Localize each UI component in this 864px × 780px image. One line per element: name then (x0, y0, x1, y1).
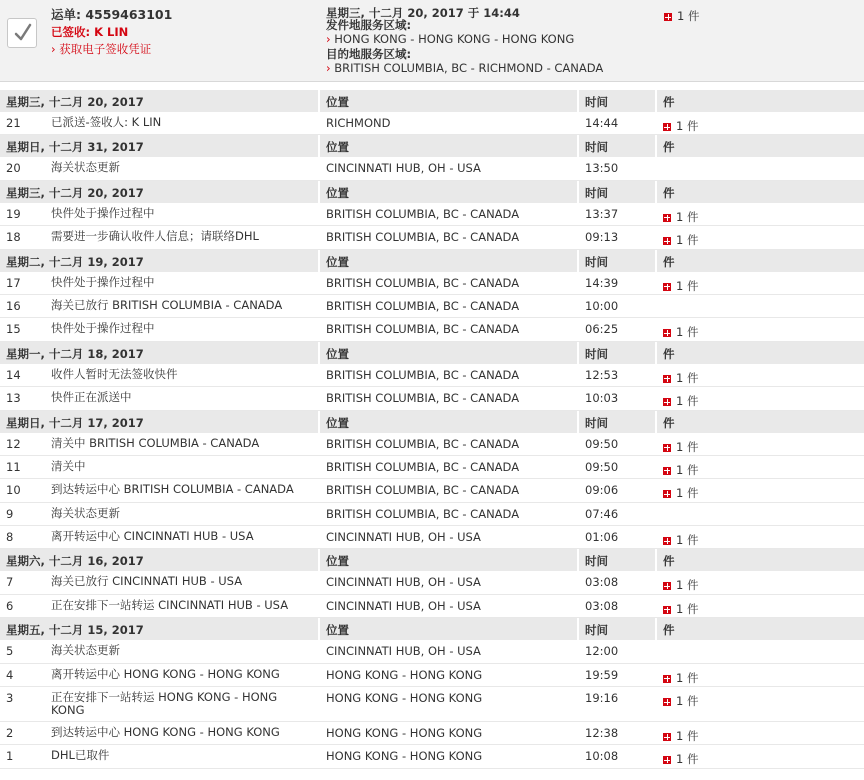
checkpoint-row (0, 318, 864, 341)
checkpoint-location: CINCINNATI HUB, OH - USA (326, 530, 481, 545)
checkpoint-time: 19:59 (585, 667, 619, 682)
checkpoint-description: DHL已取件 (51, 748, 110, 763)
destination-value (326, 61, 603, 75)
checkpoint-time: 07:46 (585, 506, 619, 521)
pieces-toggle[interactable] (657, 456, 864, 478)
location-column-header: 位置 (320, 342, 577, 364)
checkpoint-row (0, 526, 864, 549)
checkpoint-location: CINCINNATI HUB, OH - USA (326, 598, 481, 613)
pieces-count: 1 件 (676, 370, 699, 385)
checkpoint-location: CINCINNATI HUB, OH - USA (326, 161, 481, 176)
checkpoint-number: 7 (6, 575, 14, 590)
pieces-count: 1 件 (676, 233, 699, 248)
day-date: 星期三, 十二月 20, 2017 (0, 90, 318, 112)
checkpoint-location: BRITISH COLUMBIA, BC - CANADA (326, 506, 520, 521)
expand-plus-icon[interactable] (663, 582, 671, 590)
delivered-check-icon (7, 18, 37, 48)
checkpoint-description: 离开转运中心 HONG KONG - HONG KONG (51, 666, 280, 681)
pieces-column-header: 件 (657, 135, 864, 157)
checkpoint-row (0, 479, 864, 502)
checkpoint-time: 13:50 (585, 161, 619, 176)
day-header (0, 135, 864, 157)
expand-plus-icon[interactable] (663, 698, 671, 706)
checkpoint-number: 18 (6, 230, 21, 245)
expand-plus-icon[interactable] (663, 444, 671, 452)
expand-plus-icon[interactable] (663, 733, 671, 741)
checkpoint-number: 8 (6, 530, 14, 545)
expand-plus-icon[interactable] (664, 13, 672, 21)
day-date: 星期一, 十二月 18, 2017 (0, 342, 318, 364)
checkpoint-location: BRITISH COLUMBIA, BC - CANADA (326, 459, 520, 474)
pieces-toggle[interactable] (657, 387, 864, 409)
day-header (0, 618, 864, 640)
expand-plus-icon[interactable] (663, 467, 671, 475)
checkpoint-row (0, 664, 864, 687)
signed-by: 已签收: K LIN (51, 25, 129, 39)
checkpoint-location: BRITISH COLUMBIA, BC - CANADA (326, 206, 520, 221)
checkpoint-row (0, 745, 864, 768)
pieces-column-header: 件 (657, 181, 864, 203)
checkpoint-row (0, 595, 864, 618)
pieces-column-header: 件 (657, 411, 864, 433)
pieces-column-header: 件 (657, 90, 864, 112)
location-column-header: 位置 (320, 250, 577, 272)
pieces-toggle[interactable] (657, 364, 864, 386)
pieces-count: 1 件 (676, 394, 699, 409)
time-column-header: 时间 (579, 90, 655, 112)
pieces-toggle[interactable] (657, 687, 864, 709)
checkpoint-time: 03:08 (585, 575, 619, 590)
checkpoint-time: 12:00 (585, 644, 619, 659)
checkpoint-location: HONG KONG - HONG KONG (326, 749, 483, 764)
pieces-column-header: 件 (657, 549, 864, 571)
checkpoint-number: 13 (6, 391, 21, 406)
pieces-toggle[interactable] (657, 318, 864, 340)
checkpoint-location: BRITISH COLUMBIA, BC - CANADA (326, 436, 520, 451)
day-header (0, 181, 864, 203)
checkpoint-table (0, 90, 864, 769)
checkpoint-location: BRITISH COLUMBIA, BC - CANADA (326, 483, 520, 498)
checkpoint-row (0, 226, 864, 249)
destination-label: 目的地服务区域: (326, 47, 412, 61)
pieces-toggle[interactable] (657, 722, 864, 744)
location-column-header: 位置 (320, 135, 577, 157)
pieces-toggle[interactable] (657, 226, 864, 248)
expand-plus-icon[interactable] (663, 329, 671, 337)
checkpoint-time: 09:13 (585, 230, 619, 245)
pieces-toggle[interactable] (657, 526, 864, 548)
time-column-header: 时间 (579, 250, 655, 272)
checkpoint-description: 离开转运中心 CINCINNATI HUB - USA (51, 529, 254, 544)
pieces-count: 1 件 (676, 694, 699, 709)
expand-plus-icon[interactable] (663, 606, 671, 614)
expand-plus-icon[interactable] (663, 237, 671, 245)
expand-plus-icon[interactable] (663, 375, 671, 383)
pieces-toggle[interactable] (657, 745, 864, 767)
time-column-header: 时间 (579, 181, 655, 203)
waybill-number: 运单: 4559463101 (51, 7, 173, 22)
checkpoint-description: 快件处于操作过程中 (51, 321, 155, 336)
time-column-header: 时间 (579, 135, 655, 157)
pieces-count: 1 件 (676, 486, 699, 501)
checkpoint-time: 01:06 (585, 530, 619, 545)
checkpoint-time: 14:39 (585, 275, 619, 290)
checkpoint-description: 海关状态更新 (51, 160, 120, 175)
day-date: 星期二, 十二月 19, 2017 (0, 250, 318, 272)
expand-plus-icon[interactable] (663, 537, 671, 545)
expand-plus-icon[interactable] (663, 675, 671, 683)
checkpoint-location: BRITISH COLUMBIA, BC - CANADA (326, 298, 520, 313)
checkpoint-row (0, 503, 864, 526)
chevron-right-icon: › (51, 42, 56, 56)
checkpoint-description: 海关已放行 CINCINNATI HUB - USA (51, 574, 243, 589)
pieces-count: 1 件 (677, 9, 700, 23)
checkpoint-number: 16 (6, 298, 21, 313)
checkpoint-location: BRITISH COLUMBIA, BC - CANADA (326, 275, 520, 290)
location-column-header: 位置 (320, 618, 577, 640)
checkpoint-location: HONG KONG - HONG KONG (326, 726, 483, 741)
checkpoint-time: 06:25 (585, 322, 619, 337)
checkpoint-row (0, 157, 864, 180)
checkpoint-number: 2 (6, 726, 14, 741)
day-header (0, 250, 864, 272)
checkpoint-location: CINCINNATI HUB, OH - USA (326, 575, 481, 590)
origin-value (326, 32, 574, 46)
location-column-header: 位置 (320, 181, 577, 203)
checkpoint-number: 14 (6, 367, 21, 382)
destination-value-text: BRITISH COLUMBIA, BC - RICHMOND - CANADA (334, 61, 604, 75)
checkpoint-row (0, 387, 864, 410)
checkpoint-location: BRITISH COLUMBIA, BC - CANADA (326, 322, 520, 337)
checkpoint-location: BRITISH COLUMBIA, BC - CANADA (326, 391, 520, 406)
checkpoint-description: 清关中 BRITISH COLUMBIA - CANADA (51, 435, 260, 450)
pieces-toggle[interactable] (657, 203, 864, 225)
checkpoint-row (0, 640, 864, 663)
pieces-column-header: 件 (657, 342, 864, 364)
pieces-count: 1 件 (676, 578, 699, 593)
checkpoint-number: 9 (6, 506, 14, 521)
proof-of-delivery-link[interactable] (51, 41, 151, 57)
expand-plus-icon[interactable] (663, 214, 671, 222)
origin-label: 发件地服务区域: (326, 18, 412, 32)
shipment-summary (0, 0, 864, 82)
checkpoint-row (0, 364, 864, 387)
time-column-header: 时间 (579, 618, 655, 640)
chevron-right-icon: › (326, 61, 331, 75)
pieces-toggle[interactable] (657, 595, 864, 617)
pieces-count: 1 件 (676, 439, 699, 454)
checkpoint-row (0, 571, 864, 594)
checkpoint-time: 09:50 (585, 436, 619, 451)
location-column-header: 位置 (320, 411, 577, 433)
day-header (0, 549, 864, 571)
pieces-toggle[interactable] (657, 272, 864, 294)
checkpoint-location: HONG KONG - HONG KONG (326, 667, 483, 682)
expand-plus-icon[interactable] (663, 398, 671, 406)
checkpoint-time: 10:00 (585, 298, 619, 313)
checkpoint-row (0, 203, 864, 226)
location-column-header: 位置 (320, 549, 577, 571)
checkpoint-number: 20 (6, 161, 21, 176)
checkpoint-number: 6 (6, 598, 14, 613)
checkpoint-number: 21 (6, 116, 21, 130)
checkpoint-time: 09:50 (585, 459, 619, 474)
checkpoint-location: RICHMOND (326, 116, 391, 130)
checkpoint-row (0, 272, 864, 295)
pieces-toggle[interactable] (657, 479, 864, 501)
pieces-count: 1 件 (676, 670, 699, 685)
checkpoint-number: 1 (6, 749, 14, 764)
checkpoint-number: 5 (6, 644, 14, 659)
checkpoint-time: 19:16 (585, 691, 619, 706)
pieces-count: 1 件 (676, 278, 699, 293)
delivery-date: 星期三, 十二月 20, 2017 于 14:44 (326, 6, 520, 20)
checkpoint-number: 11 (6, 459, 21, 474)
checkpoint-number: 4 (6, 667, 14, 682)
day-date: 星期六, 十二月 16, 2017 (0, 549, 318, 571)
pieces-count: 1 件 (676, 462, 699, 477)
checkpoint-time: 03:08 (585, 598, 619, 613)
location-column-header: 位置 (320, 90, 577, 112)
proof-of-delivery-label: 获取电子签收凭证 (59, 42, 152, 56)
checkpoint-description: 到达转运中心 HONG KONG - HONG KONG (51, 725, 280, 740)
checkpoint-description: 需要进一步确认收件人信息；请联络DHL (51, 229, 259, 244)
checkpoint-time: 12:53 (585, 367, 619, 382)
day-date: 星期五, 十二月 15, 2017 (0, 618, 318, 640)
day-header (0, 342, 864, 364)
checkpoint-location: BRITISH COLUMBIA, BC - CANADA (326, 367, 520, 382)
pieces-count: 1 件 (676, 729, 699, 744)
pieces-count: 1 件 (676, 752, 699, 767)
day-header (0, 411, 864, 433)
expand-plus-icon[interactable] (663, 283, 671, 291)
origin-value-text: HONG KONG - HONG KONG - HONG KONG (334, 32, 575, 46)
checkpoint-description: 海关已放行 BRITISH COLUMBIA - CANADA (51, 297, 283, 312)
checkpoint-number: 17 (6, 275, 21, 290)
checkpoint-number: 10 (6, 483, 21, 498)
checkpoint-description: 海关状态更新 (51, 505, 120, 520)
checkpoint-description: 清关中 (51, 458, 86, 473)
expand-plus-icon[interactable] (663, 123, 671, 131)
day-date: 星期三, 十二月 20, 2017 (0, 181, 318, 203)
time-column-header: 时间 (579, 411, 655, 433)
checkpoint-location: HONG KONG - HONG KONG (326, 691, 483, 706)
day-header (0, 90, 864, 112)
checkpoint-time: 13:37 (585, 206, 619, 221)
checkpoint-description: 海关状态更新 (51, 643, 120, 658)
checkpoint-row (0, 456, 864, 479)
checkpoint-row (0, 687, 864, 722)
checkpoint-description: 正在安排下一站转运 HONG KONG - HONG KONG (51, 690, 278, 718)
checkpoint-description: 正在安排下一站转运 CINCINNATI HUB - USA (51, 597, 289, 612)
checkpoint-description: 已派送-签收人: K LIN (51, 115, 162, 129)
checkpoint-description: 快件正在派送中 (51, 390, 132, 405)
chevron-right-icon: › (326, 32, 331, 46)
time-column-header: 时间 (579, 549, 655, 571)
checkpoint-description: 收件人暂时无法签收快件 (51, 366, 178, 381)
pieces-count: 1 件 (676, 533, 699, 548)
checkpoint-number: 15 (6, 322, 21, 337)
checkpoint-time: 14:44 (585, 116, 619, 130)
checkpoint-description: 到达转运中心 BRITISH COLUMBIA - CANADA (51, 482, 294, 497)
pieces-count: 1 件 (676, 325, 699, 340)
checkpoint-row (0, 433, 864, 456)
pieces-toggle[interactable] (657, 664, 864, 686)
checkpoint-time: 12:38 (585, 726, 619, 741)
expand-plus-icon[interactable] (663, 756, 671, 764)
checkpoint-number: 3 (6, 691, 14, 706)
checkpoint-description: 快件处于操作过程中 (51, 274, 155, 289)
checkpoint-row (0, 112, 864, 135)
checkpoint-location: CINCINNATI HUB, OH - USA (326, 644, 481, 659)
pieces-column-header: 件 (657, 618, 864, 640)
day-date: 星期日, 十二月 31, 2017 (0, 135, 318, 157)
checkpoint-time: 10:03 (585, 391, 619, 406)
pieces-toggle[interactable] (657, 571, 864, 593)
checkpoint-time: 09:06 (585, 483, 619, 498)
checkpoint-location: BRITISH COLUMBIA, BC - CANADA (326, 230, 520, 245)
pieces-count: 1 件 (676, 209, 699, 224)
checkpoint-number: 12 (6, 436, 21, 451)
checkpoint-number: 19 (6, 206, 21, 221)
pieces-toggle[interactable] (657, 433, 864, 455)
expand-plus-icon[interactable] (663, 490, 671, 498)
checkpoint-row (0, 295, 864, 318)
checkpoint-row (0, 722, 864, 745)
checkpoint-time: 10:08 (585, 749, 619, 764)
pieces-toggle[interactable] (657, 112, 864, 134)
pieces-count: 1 件 (676, 119, 699, 133)
day-date: 星期日, 十二月 17, 2017 (0, 411, 318, 433)
checkpoint-description: 快件处于操作过程中 (51, 205, 155, 220)
pieces-toggle[interactable] (664, 8, 699, 24)
time-column-header: 时间 (579, 342, 655, 364)
pieces-column-header: 件 (657, 250, 864, 272)
pieces-count: 1 件 (676, 601, 699, 616)
